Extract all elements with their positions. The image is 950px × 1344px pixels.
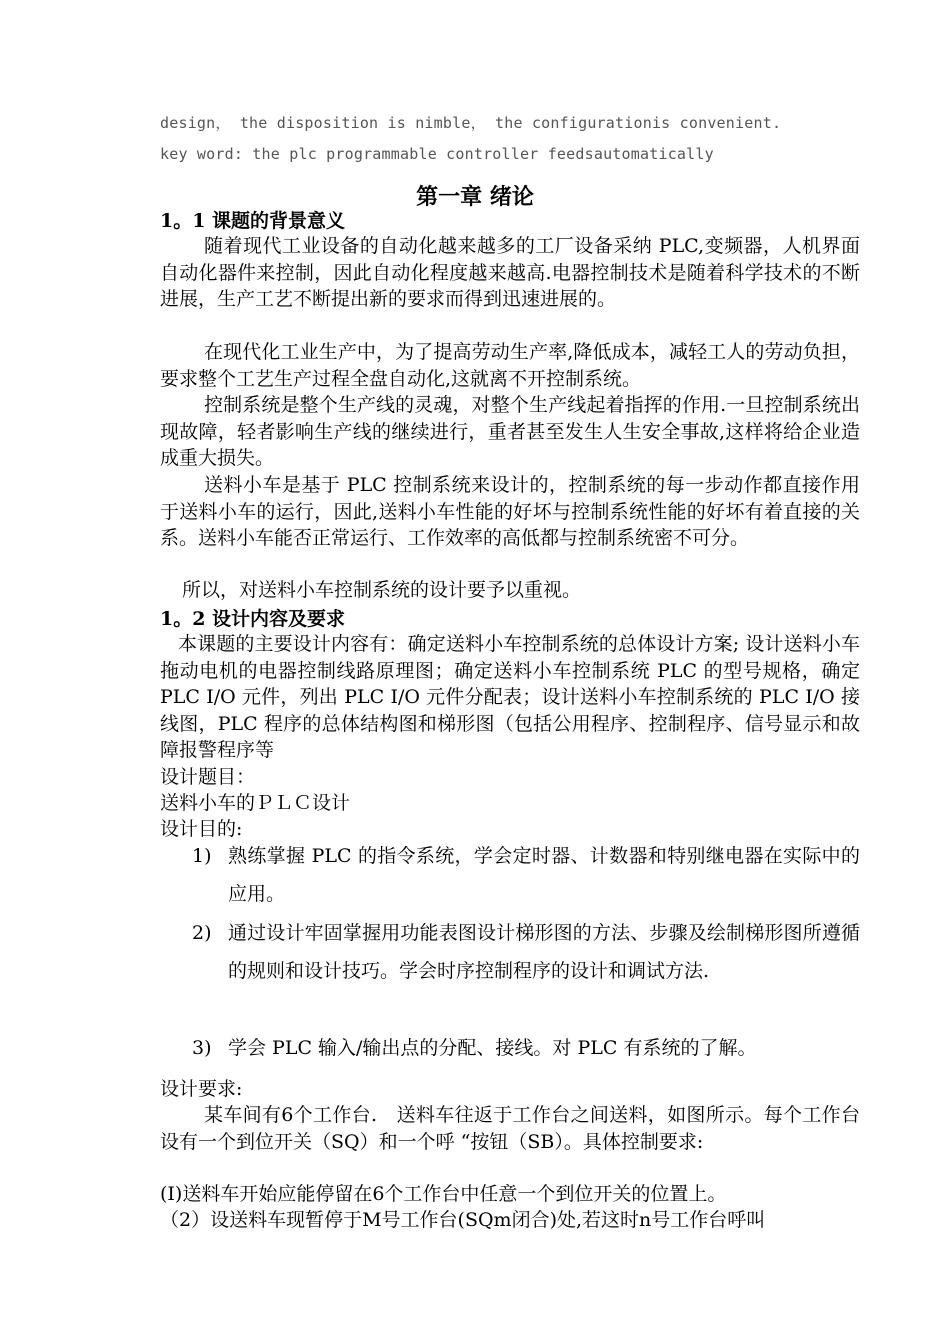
list-item-text: 熟练掌握 PLC 的指令系统，学会定时器、计数器和特别继电器在实际中的应用。: [228, 845, 860, 905]
design-purpose-label: 设计目的:: [160, 818, 243, 840]
paragraph-background-5: 所以，对送料小车控制系统的设计要予以重视。: [182, 579, 582, 601]
design-topic-label: 设计题目：: [160, 766, 256, 788]
section-heading-1-2: 1。2 设计内容及要求: [160, 608, 346, 630]
list-item-text: 通过设计牢固掌握用功能表图设计梯形图的方法、步骤及绘制梯形图所遵循的规则和设计技巧。学会时序控制程序的设计和调试方法.: [228, 922, 860, 982]
paragraph-background-2: 在现代化工业生产中，为了提高劳动生产率,降低成本，减轻工人的劳动负担，要求整个工艺生产过程全盘自动化,这就离不开控制系统。: [160, 341, 860, 390]
design-topic: 送料小车的ＰＬＣ设计: [160, 792, 351, 814]
list-item-number: 2): [192, 922, 212, 944]
paragraph-background-4: 送料小车是基于 PLC 控制系统来设计的，控制系统的每一步动作都直接作用于送料小车的运行，因此,送料小车性能的好坏与控制系统性能的好坏有着直接的关系。送料小车能否正常运行、工作效率的高低都与控制系统密不可分。: [160, 474, 860, 549]
requirement-item-1: (I)送料车开始应能停留在6个工作台中任意一个到位开关的位置上。: [160, 1183, 727, 1205]
paragraph-background-1: 随着现代工业设备的自动化越来越多的工厂设备采纳 PLC,变频器，人机界面自动化器件来控制，因此自动化程度越来越高.电器控制技术是随着科学技术的不断进展，生产工艺不断提出新的要求而得到迅速进展的。: [160, 235, 860, 310]
list-item-number: 3): [192, 1037, 212, 1059]
section-heading-1-1: 1。1 课题的背景意义: [160, 210, 346, 232]
list-item-text: 学会 PLC 输入/输出点的分配、接线。对 PLC 有系统的了解。: [228, 1037, 757, 1059]
design-requirement-label: 设计要求:: [160, 1078, 243, 1100]
paragraph-requirements: 某车间有6个工作台. 送料车往返于工作台之间送料，如图所示。每个工作台设有一个到位开关（SQ）和一个呼 “按钮（SB）。具体控制要求:: [160, 1104, 860, 1153]
requirement-item-2: （2）设送料车现暂停于M号工作台(SQm闭合)处,若这时n号工作台呼叫: [160, 1209, 766, 1231]
keywords-line: key word: the plc programmable controller feedsautomatically: [160, 145, 714, 163]
paragraph-design-content: 本课题的主要设计内容有：确定送料小车控制系统的总体设计方案; 设计送料小车拖动电机的电器控制线路原理图；确定送料小车控制系统 PLC 的型号规格，确定 PLC I/O 元件，列出 PLC I/O 元件分配表；设计送料小车控制系统的 PLC I/O 接线图，PLC 程序的总体结构图和梯形图（包括公用程序、控制程序、信号显示和故障报警程序等: [160, 633, 860, 761]
paragraph-background-3: 控制系统是整个生产线的灵魂，对整个生产线起着指挥的作用.一旦控制系统出现故障，轻者影响生产线的继续进行，重者甚至发生人生安全事故,这样将给企业造成重大损失。: [160, 394, 860, 469]
abstract-line-1: design， the disposition is nimble， the configurationis convenient.: [160, 114, 782, 132]
chapter-title: 第一章 绪论: [416, 184, 534, 210]
list-item-number: 1): [192, 845, 212, 867]
